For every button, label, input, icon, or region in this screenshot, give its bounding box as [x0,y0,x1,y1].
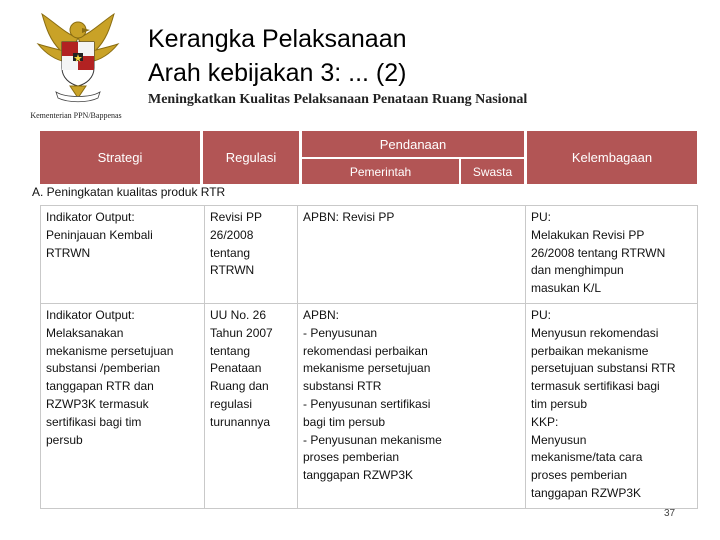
text-line: tentang [210,245,251,260]
header-pendanaan-label: Pendanaan [379,136,447,152]
text-line: tentang [210,343,251,358]
text-line: mekanisme/tata cara [531,450,643,465]
text-line: tanggapan RZWP3K [303,468,414,483]
text-line: Tahun 2007 [210,325,273,340]
text-line: dan menghimpun [531,263,624,278]
text-line: APBN: Revisi PP [303,210,395,224]
text-line: persub [46,432,83,447]
text-line: PU: [531,210,552,224]
text-line: termasuk sertifikasi bagi [531,379,660,394]
header-cell-swasta [461,159,524,184]
text-line: Penataan [210,361,262,376]
header-cell-strategi [40,131,200,184]
page-title [148,22,407,90]
text-line: proses pemberian [531,468,628,483]
text-line: turunannya [210,414,271,429]
text-line: RZWP3K termasuk [46,396,149,411]
page-subtitle: Meningkatkan Kualitas Pelaksanaan Penataan Ruang Nasional [148,92,528,107]
text-line: masukan K/L [531,281,602,296]
text-line: Revisi PP [210,210,263,224]
text-line: bagi tim persub [303,414,386,429]
header-cell-pemerintah [302,159,459,184]
text-line: Melaksanakan [46,325,124,340]
header-pemerintah-label: Pemerintah [349,164,412,179]
text-line: regulasi [210,396,253,411]
table-row [41,304,698,509]
cell-kelembagaan [526,304,698,509]
header-swasta-label: Swasta [472,164,513,179]
cell-pendanaan [298,304,526,509]
text-line: perbaikan mekanisme [531,343,649,358]
text-line: Indikator Output: [46,210,135,224]
text-line: - Penyusunan mekanisme [303,432,442,447]
text-line: mekanisme persetujuan [303,361,431,376]
text-line: mekanisme persetujuan [46,343,174,358]
text-line: rekomendasi perbaikan [303,343,428,358]
cell-kelembagaan [526,206,698,304]
text-line: - Penyusunan sertifikasi [303,396,431,411]
text-line: proses pemberian [303,450,400,465]
garuda-emblem-icon [30,8,126,104]
text-line: tanggapan RTR dan [46,379,154,394]
text-line: sertifikasi bagi tim [46,414,142,429]
header-strategi-label: Strategi [97,150,143,165]
text-line: Melakukan Revisi PP [531,227,645,242]
header-regulasi-label: Regulasi [225,150,277,165]
header-cell-kelembagaan [527,131,697,184]
title-line-1: Kerangka Pelaksanaan [148,25,407,53]
text-line: - Penyusunan [303,325,378,340]
header-cell-regulasi [203,131,299,184]
header-cell-pendanaan [302,131,524,157]
text-line: 26/2008 tentang RTRWN [531,245,666,260]
text-line: tanggapan RZWP3K [531,485,642,500]
cell-strategi [41,206,205,304]
organization-label: Kementerian PPN/Bappenas [30,111,122,120]
text-line: substansi RTR [303,379,382,394]
text-line: RTRWN [210,263,255,278]
cell-regulasi [205,206,298,304]
text-line: persetujuan substansi RTR [531,361,676,376]
text-line: substansi /pemberian [46,361,161,376]
text-line: Ruang dan [210,379,269,394]
text-line: 26/2008 [210,227,254,242]
text-line: RTRWN [46,245,91,260]
policy-table [40,205,698,509]
text-line: Menyusun rekomendasi [531,325,659,340]
page-number: 37 [664,508,676,519]
cell-regulasi [205,304,298,509]
title-line-2: Arah kebijakan 3: ... (2) [148,59,407,87]
table-row [41,206,698,304]
cell-strategi [41,304,205,509]
text-line: tim persub [531,396,588,411]
section-label: A. Peningkatan kualitas produk RTR [32,185,226,199]
text-line: Indikator Output: [46,308,135,322]
header-kelembagaan-label: Kelembagaan [571,150,653,165]
text-line: PU: [531,308,552,322]
text-line: APBN: [303,308,340,322]
cell-pendanaan [298,206,526,304]
text-line: Menyusun [531,432,587,447]
text-line: UU No. 26 [210,308,267,322]
text-line: Peninjauan Kembali [46,227,153,242]
text-line: KKP: [531,414,559,429]
